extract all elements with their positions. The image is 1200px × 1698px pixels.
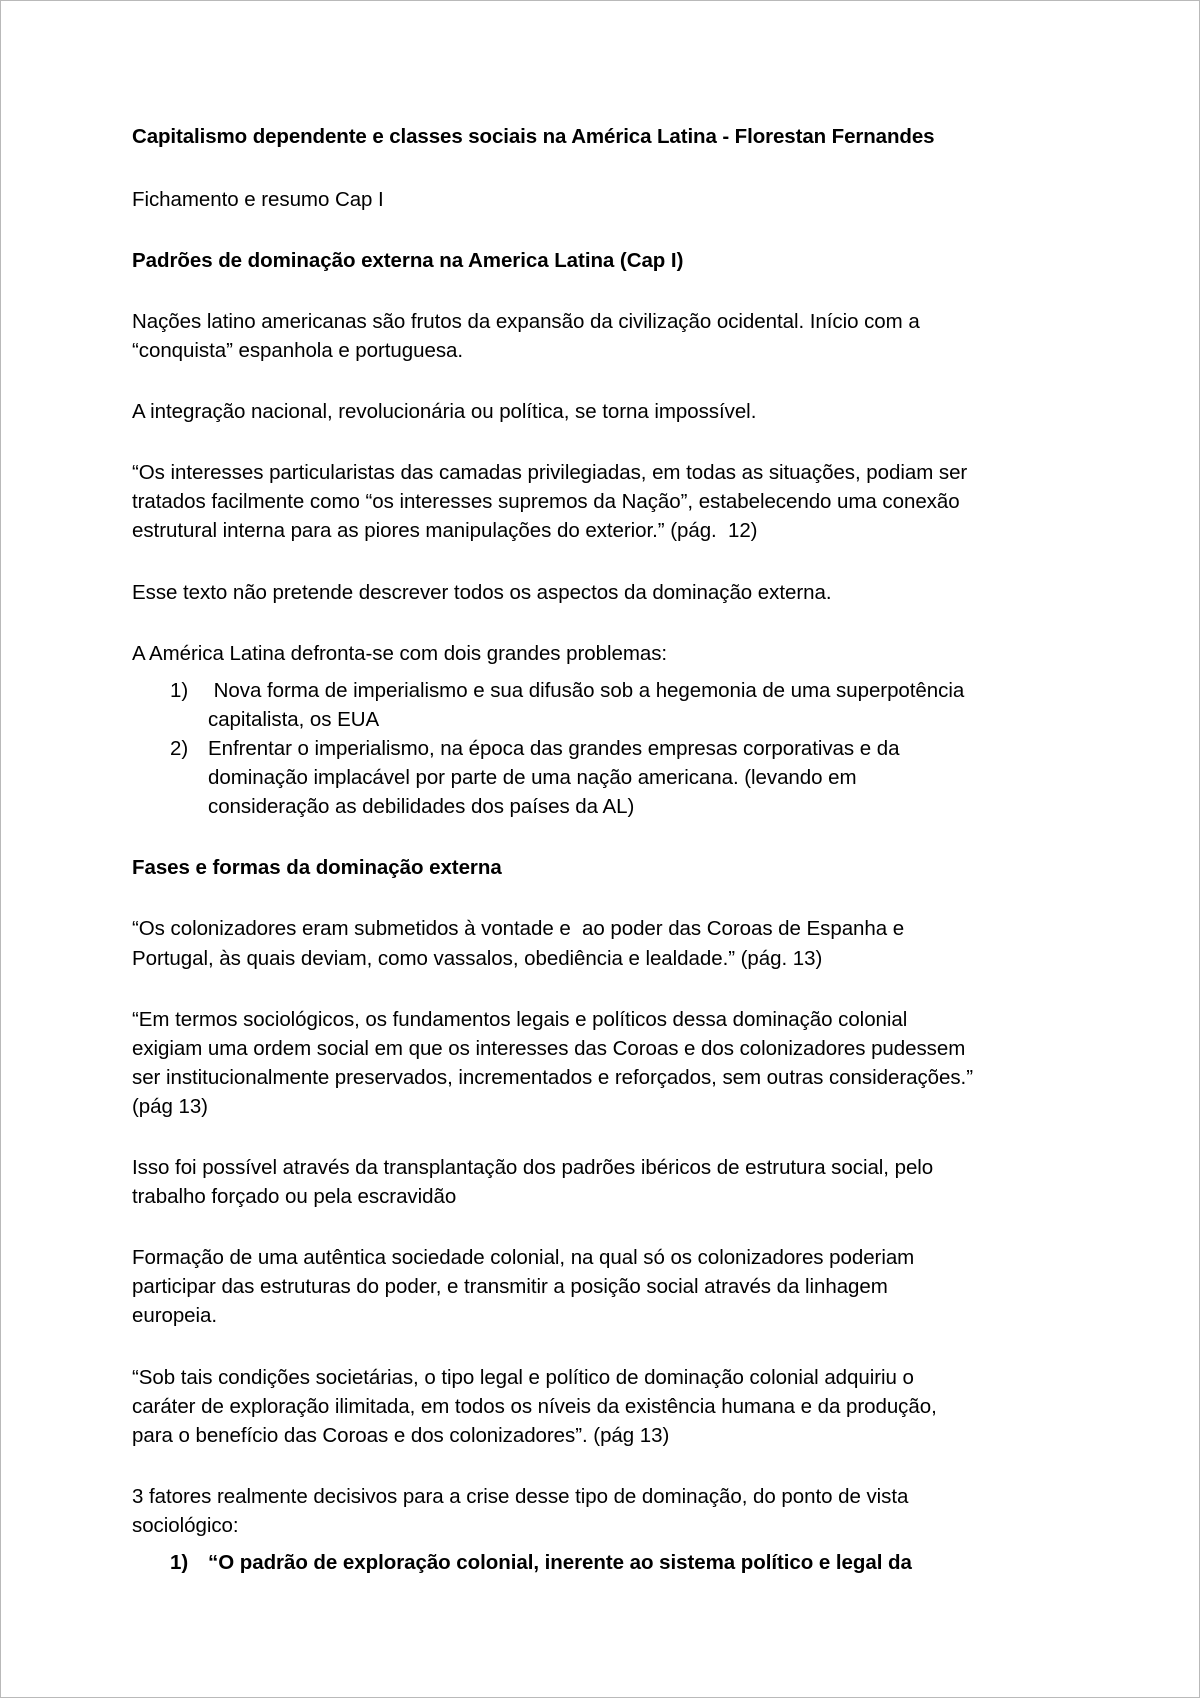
page-title: Capitalismo dependente e classes sociais na América Latina - Florestan Fernandes	[132, 125, 935, 148]
section-heading-fases-formas: Fases e formas da dominação externa	[132, 856, 502, 880]
paragraph-dois-grandes-problemas: A América Latina defronta-se com dois grandes problemas:	[132, 641, 668, 665]
list-item-text: Nova forma de imperialismo e sua difusão sob a hegemonia de uma superpotência capitalista, os EUA	[208, 678, 970, 731]
list-item-marker: 1)	[170, 1551, 189, 1575]
quote-sob-tais-condicoes: “Sob tais condições societárias, o tipo legal e político de dominação colonial adquiriu o caráter de exploração ilimitada, em todos os níveis da existência humana e da produção, para o benefício das Coroas e dos colonizadores”. (pág 13)	[132, 1365, 937, 1447]
section-heading-padroes: Padrões de dominação externa na America Latina (Cap I)	[132, 248, 684, 272]
paragraph-nacoes-latino-americanas: Nações latino americanas são frutos da expansão da civilização ocidental. Início com a “conquista” espanhola e portuguesa.	[132, 309, 920, 362]
list-item-marker: 1)	[170, 678, 189, 702]
quote-termos-sociologicos: “Em termos sociológicos, os fundamentos legais e políticos dessa dominação colonial exigiam uma ordem social em que os interesses das Coroas e dos colonizadores pudessem ser institucionalmente preservados, incrementados e reforçados, sem outras considerações.” (pág 13)	[132, 1007, 973, 1118]
numbered-list-fatores	[132, 1548, 978, 1577]
document-body	[132, 124, 978, 1609]
document-subtitle: Fichamento e resumo Cap I	[132, 187, 384, 211]
list-item-text: Enfrentar o imperialismo, na época das grandes empresas corporativas e da dominação implacável por parte de uma nação americana. (levando em consideração as debilidades dos países da AL)	[208, 736, 906, 819]
paragraph-tres-fatores: 3 fatores realmente decisivos para a crise desse tipo de dominação, do ponto de vista sociológico:	[132, 1484, 909, 1538]
paragraph-transplantacao-padroes: Isso foi possível através da transplantação dos padrões ibéricos de estrutura social, pelo trabalho forçado ou pela escravidão	[132, 1156, 934, 1209]
paragraph-esse-texto: Esse texto não pretende descrever todos os aspectos da dominação externa.	[132, 580, 832, 604]
list-item-marker: 2)	[170, 736, 189, 760]
list-item	[132, 1548, 978, 1577]
list-item	[132, 676, 978, 734]
numbered-list-problemas	[132, 676, 978, 822]
quote-colonizadores-submetidos: “Os colonizadores eram submetidos à vontade e ao poder das Coroas de Espanha e Portugal, às quais deviam, como vassalos, obediência e lealdade.” (pág. 13)	[132, 917, 910, 970]
list-item	[132, 734, 978, 821]
paragraph-integracao-nacional: A integração nacional, revolucionária ou política, se torna impossível.	[132, 400, 757, 424]
list-item-text: “O padrão de exploração colonial, inerente ao sistema político e legal da	[208, 1551, 912, 1575]
paragraph-formacao-sociedade-colonial: Formação de uma autêntica sociedade colonial, na qual só os colonizadores poderiam participar das estruturas do poder, e transmitir a posição social através da linhagem europeia.	[132, 1246, 915, 1328]
quote-interesses-particularistas: “Os interesses particularistas das camadas privilegiadas, em todas as situações, podiam ser tratados facilmente como “os interesses supremos da Nação”, estabelecendo uma conexão estrutural interna para as piores manipulações do exterior.” (pág. 12)	[132, 461, 973, 543]
